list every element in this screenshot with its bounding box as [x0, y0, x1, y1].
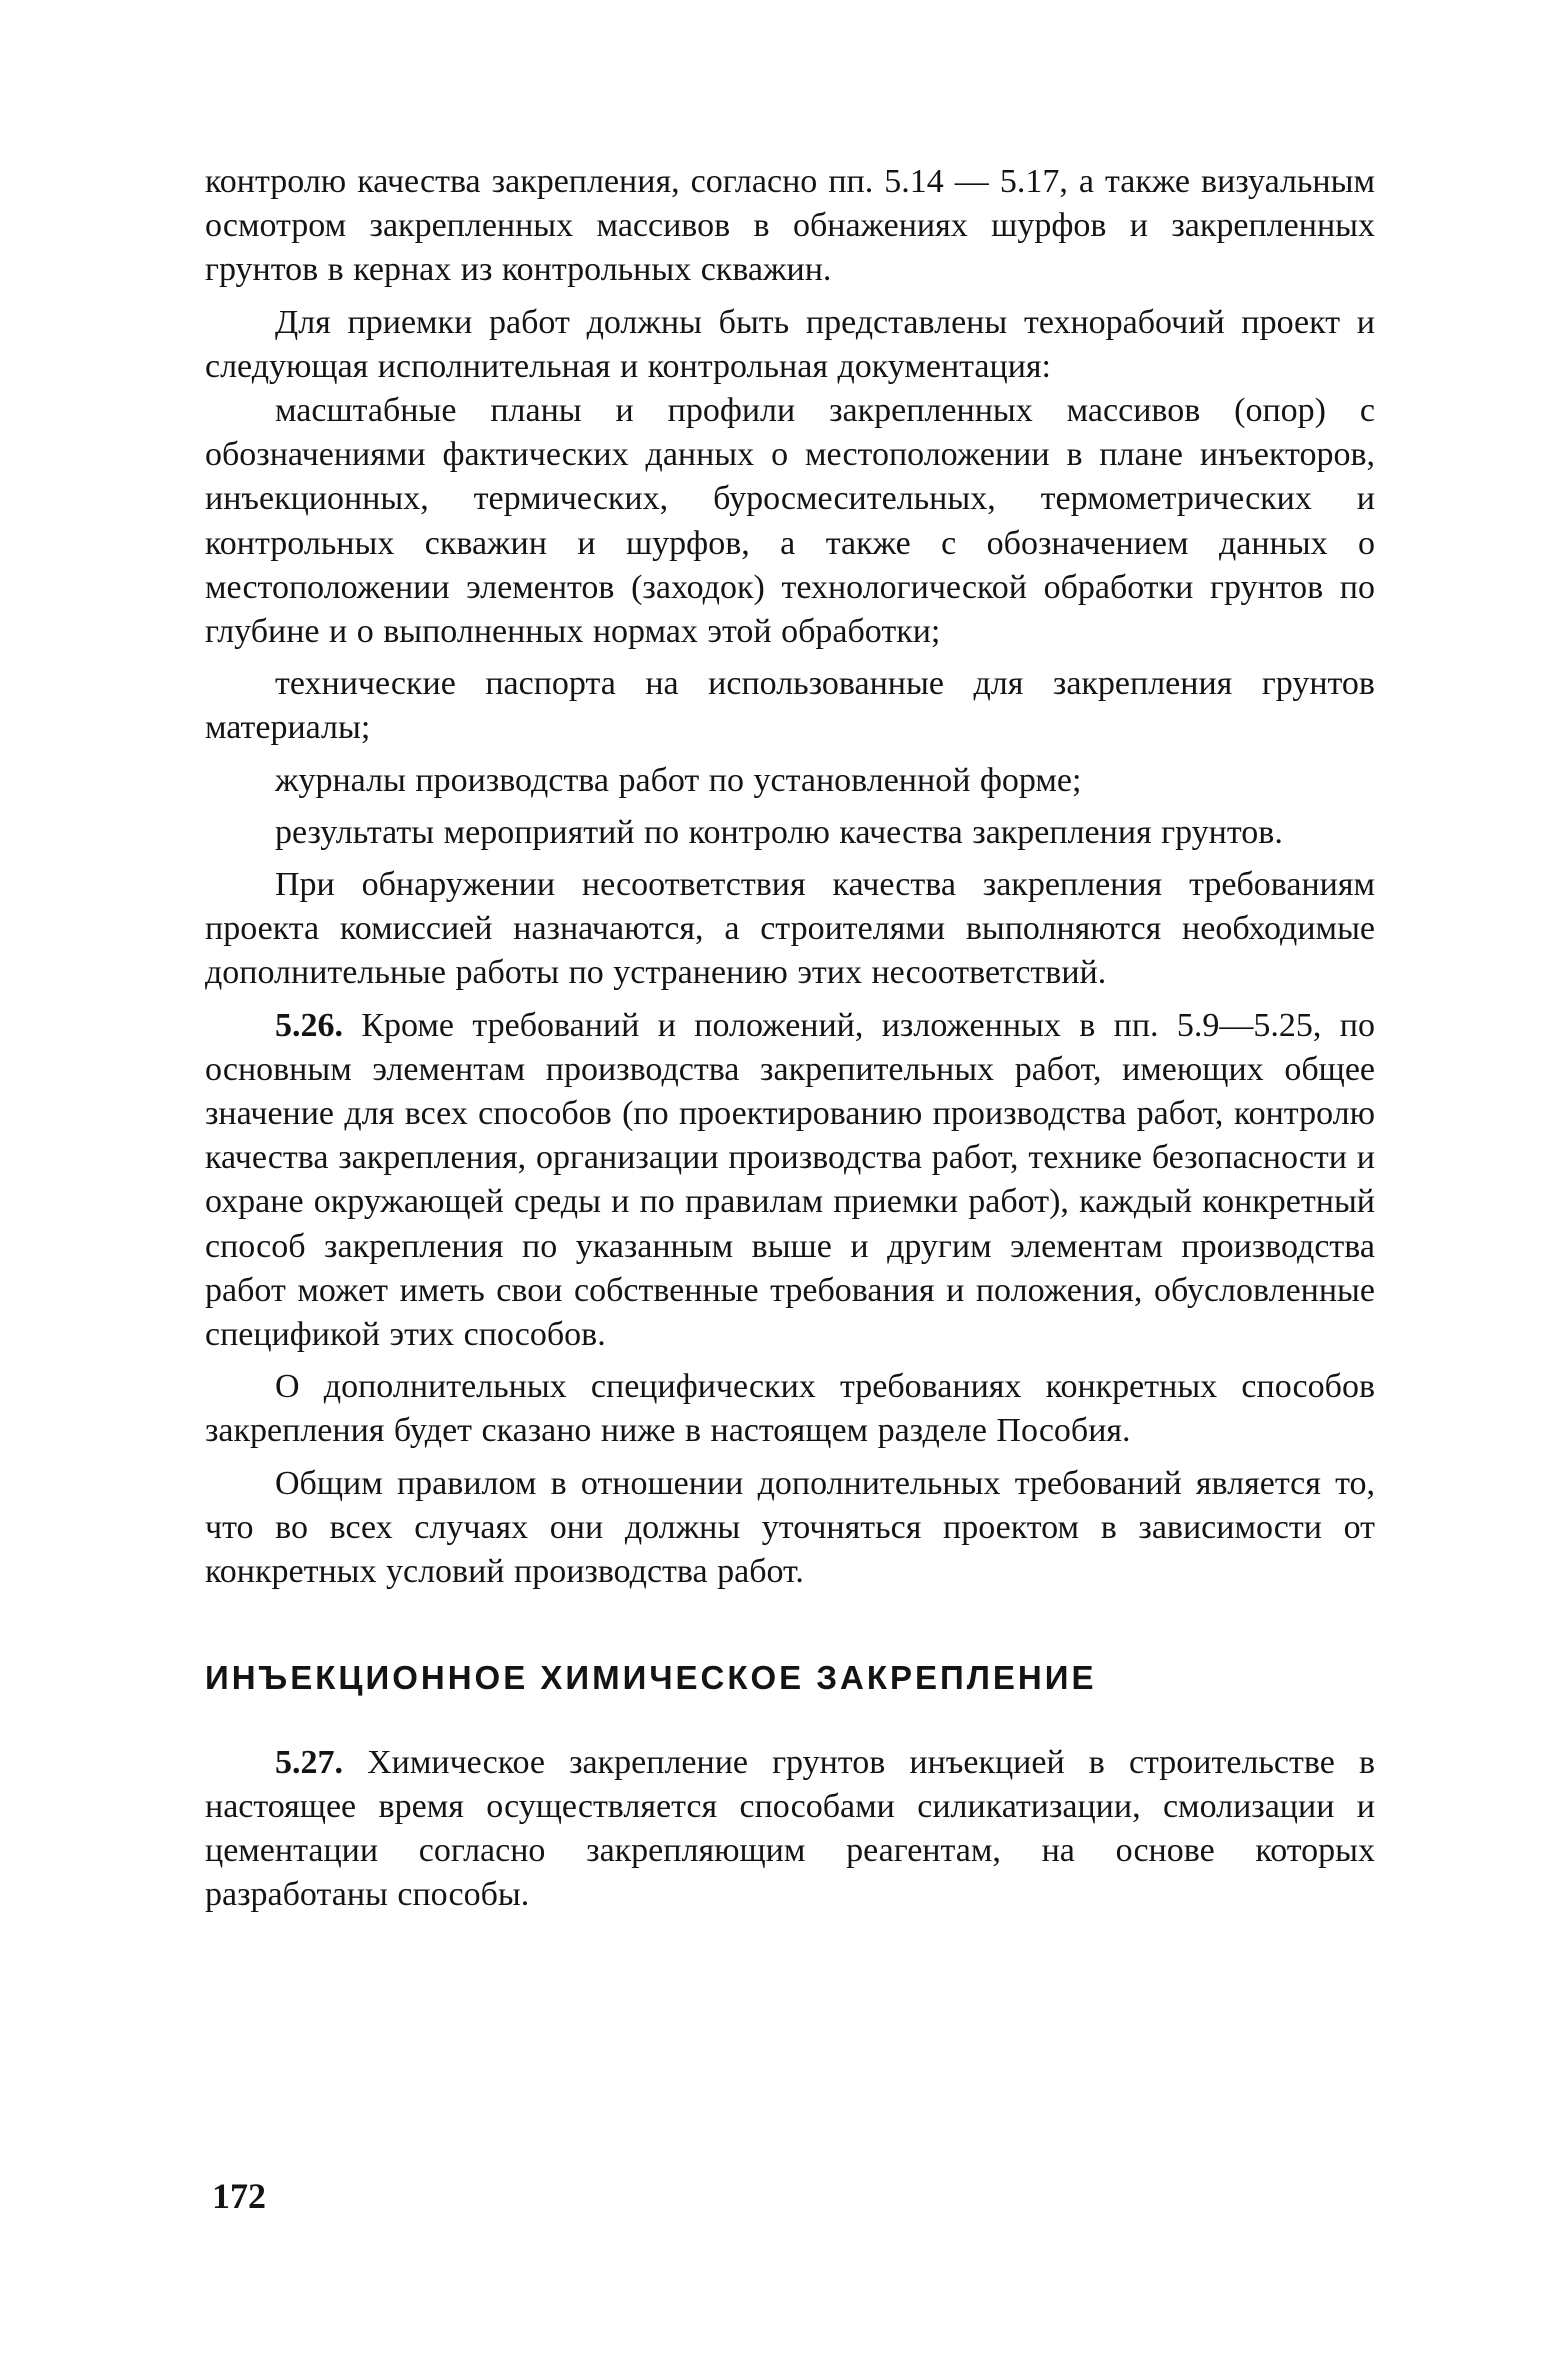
- paragraph-5-26: [205, 1004, 1375, 1358]
- paragraph-5-27: [205, 1741, 1375, 1918]
- paragraph-additional-requirements: О дополнительных специфических требованиях конкретных способов закрепления будет сказано ниже в настоящем разделе Пособия.: [205, 1368, 1375, 1450]
- list-item-plans: масштабные планы и профили закрепленных массивов (опор) с обозначениями фактических данных о местоположении в плане инъекторов, инъекционных, термических, буросмесительных, термометрических и контрольных скважин и шурфов, а также с обозначением данных о местоположении элементов (заходок) технологической обработки грунтов по глубине и о выполненных нормах этой обработки;: [205, 392, 1375, 651]
- section-heading: ИНЪЕКЦИОННОЕ ХИМИЧЕСКОЕ ЗАКРЕПЛЕНИЕ: [205, 1659, 1097, 1697]
- document-page: [205, 160, 1375, 1917]
- list-item-journals: журналы производства работ по установленной форме;: [275, 761, 1082, 799]
- paragraph-nonconformity: При обнаружении несоответствия качества закрепления требованиям проекта комиссией назначаются, а строителями выполняются необходимые дополнительные работы по устранению этих несоответствий.: [205, 866, 1375, 992]
- page-number: 172: [212, 2176, 266, 2216]
- clause-text: Кроме требований и положений, изложенных в пп. 5.9—5.25, по основным элементам производства закрепительных работ, имеющих общее значение для всех способов (по проектированию производства работ, контролю качества закрепления, организации производства работ, технике безопасности и охране окружающей среды и по правилам приемки работ), каждый конкретный способ закрепления по указанным выше и другим элементам производства работ может иметь свои собственные требования и положения, обусловленные спецификой этих способов.: [205, 1006, 1375, 1354]
- clause-number: 5.26.: [275, 1006, 343, 1044]
- clause-number: 5.27.: [275, 1743, 343, 1781]
- list-item-passports: технические паспорта на использованные для закрепления грунтов материалы;: [205, 665, 1375, 747]
- paragraph-acceptance-intro: Для приемки работ должны быть представлены технорабочий проект и следующая исполнительная и контрольная документация:: [205, 303, 1375, 385]
- paragraph-general-rule: Общим правилом в отношении дополнительных требований является то, что во всех случаях они должны уточняться проектом в зависимости от конкретных условий производства работ.: [205, 1464, 1375, 1591]
- list-item-results: результаты мероприятий по контролю качества закрепления грунтов.: [275, 813, 1283, 851]
- clause-text: Химическое закрепление грунтов инъекцией в строительстве в настоящее время осуществляется способами силикатизации, смолизации и цементации согласно закрепляющим реагентам, на основе которых разработаны способы.: [205, 1743, 1375, 1914]
- paragraph-continuation: контролю качества закрепления, согласно пп. 5.14 — 5.17, а также визуальным осмотром закрепленных массивов в обнажениях шурфов и закрепленных грунтов в кернах из контрольных скважин.: [205, 163, 1375, 289]
